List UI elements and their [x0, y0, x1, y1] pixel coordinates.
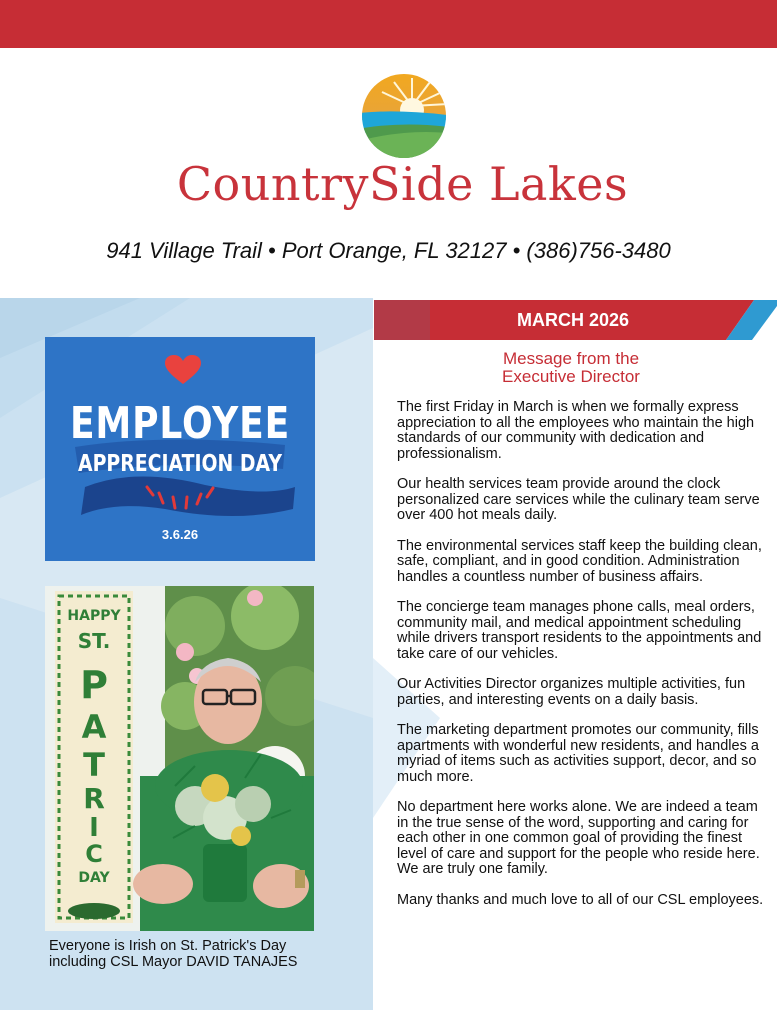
svg-text:A: A [81, 708, 107, 746]
message-title-line-1: Message from the [502, 349, 640, 368]
message-paragraph: The concierge team manages phone calls, meal orders, community mail, and medical appointment scheduling while drivers transport residents to the appointments and take care of our vehicles. [397, 599, 762, 662]
message-title-line-2: Executive Director [502, 367, 640, 386]
message-paragraph: Our health services team provide around the clock personalized care services while the culinary team serve over 400 hot meals daily. [397, 476, 760, 523]
countryside-lakes-logo [352, 70, 456, 158]
top-color-bar [0, 0, 777, 48]
svg-text:C: C [85, 840, 103, 868]
message-paragraph: No department here works alone. We are indeed a team in the true sense of the word, supporting and caring for each other in one common goal of providing the finest level of care and support for the people who reside here. We are truly one family. [397, 799, 760, 877]
svg-text:P: P [80, 663, 108, 707]
st-patricks-photo [45, 586, 314, 931]
message-paragraph: The marketing department promotes our community, fills apartments with wonderful new residents, and handles a myriad of items such as activities support, decor, and so much more. [397, 722, 759, 785]
svg-text:T: T [83, 746, 105, 784]
heart-icon [165, 355, 201, 385]
caption-line-1: Everyone is Irish on St. Patrick's Day [49, 938, 287, 954]
message-paragraph: The environmental services staff keep the building clean, safe, compliant, and in good condition. Administration handles a countless number of business affairs. [397, 537, 762, 585]
caption-line-2: including CSL Mayor DAVID TANAJES [49, 954, 298, 970]
svg-text:ST.: ST. [77, 629, 111, 653]
svg-text:I: I [89, 813, 99, 843]
photo-caption [49, 938, 349, 970]
message-title [440, 350, 702, 386]
issue-month: MARCH 2026 [516, 310, 630, 330]
graphic-date: 3.6.26 [161, 527, 199, 542]
message-body [397, 400, 773, 923]
message-paragraph: The first Friday in March is when we formally express appreciation to all the employees who maintain the high standards of our community with dedication and professionalism. [397, 399, 755, 462]
message-paragraph: Many thanks and much love to all of our CSL employees. [397, 891, 764, 908]
message-paragraph: Our Activities Director organizes multiple activities, fun parties, and interesting events on a daily basis. [397, 676, 746, 708]
brand-name: CountrySide Lakes [176, 157, 629, 211]
employee-appreciation-graphic [45, 337, 315, 561]
address-line: 941 Village Trail • Port Orange, FL 32127 • (386)756-3480 [106, 238, 671, 263]
svg-text:R: R [83, 782, 105, 815]
graphic-title: EMPLOYEE [69, 398, 291, 449]
svg-text:HAPPY: HAPPY [67, 608, 121, 624]
svg-text:DAY: DAY [78, 870, 110, 886]
graphic-subtitle: APPRECIATION DAY [77, 451, 283, 477]
